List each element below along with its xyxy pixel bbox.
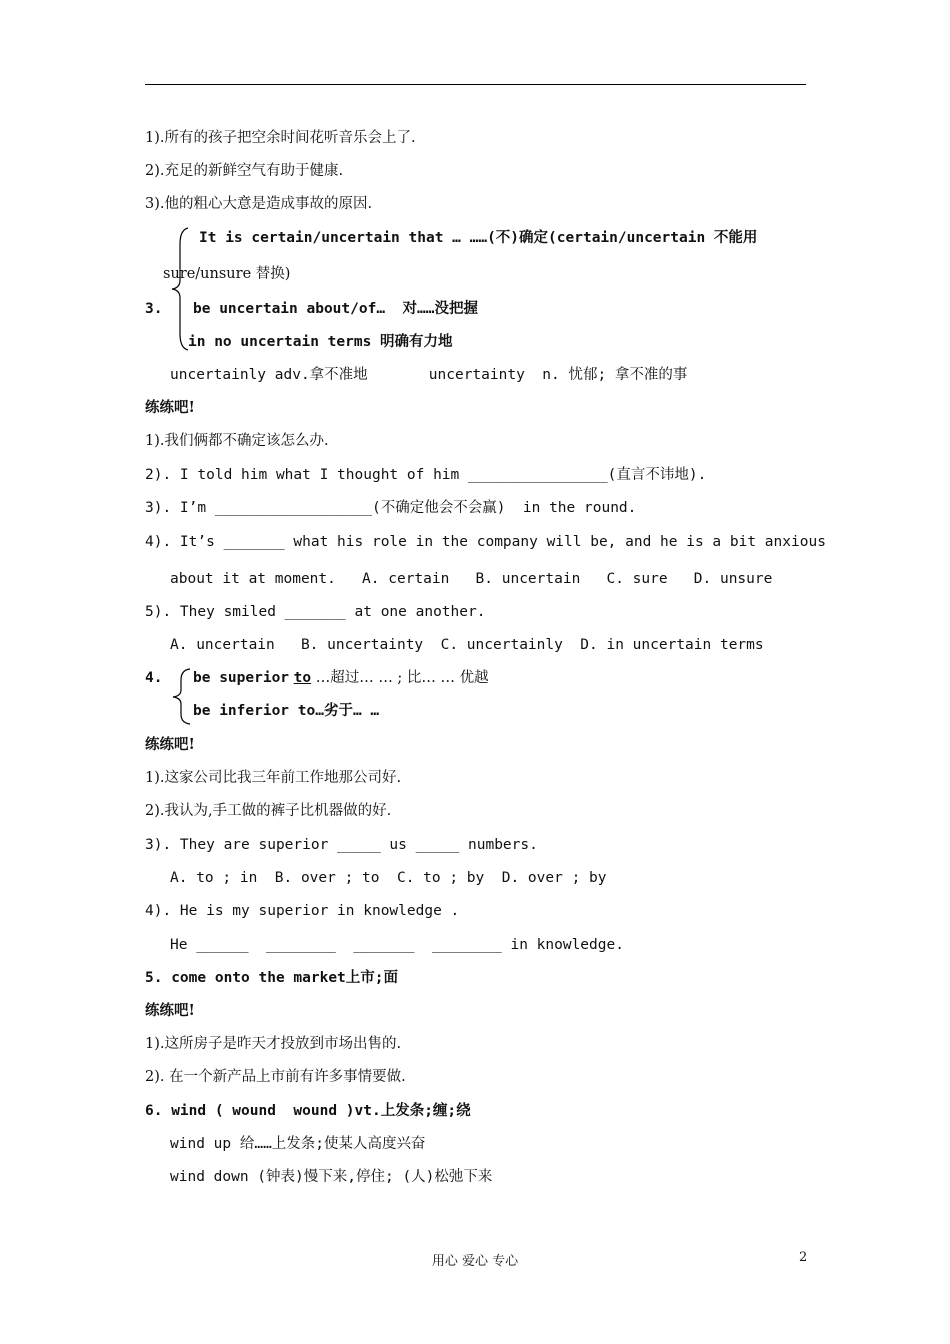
practice1-q2: 2). I told him what I thought of him ________________(直言不讳地). <box>145 467 707 483</box>
sentence-1: 1).所有的孩子把空余时间花听音乐会上了. <box>145 130 416 146</box>
phrase-uncertainly: uncertainly adv.拿不准地 uncertainty n. 忧郁; 拿不准的事 <box>170 367 688 383</box>
practice1-q5: 5). They smiled _______ at one another. <box>145 604 486 620</box>
phrase-be-superior: be superior to …超过… … ; 比… … 优越 <box>193 670 489 686</box>
item-number-4: 4. <box>145 670 163 686</box>
phrase-wind-up: wind up 给……上发条;使某人高度兴奋 <box>170 1136 426 1152</box>
brace-4 <box>170 666 192 726</box>
practice1-q5-options: A. uncertain B. uncertainty C. uncertainly D. in uncertain terms <box>170 637 764 653</box>
practice2-q2: 2).我认为,手工做的裤子比机器做的好. <box>145 803 392 819</box>
page-number: 2 <box>799 1250 808 1265</box>
phrase-it-is-certain: It is certain/uncertain that … ……(不)确定(certain/uncertain 不能用 <box>199 230 758 246</box>
practice2-q1: 1).这家公司比我三年前工作地那公司好. <box>145 770 402 786</box>
item-6-wind: 6. wind ( wound wound )vt.上发条;缠;绕 <box>145 1103 471 1119</box>
phrase-be-uncertain: be uncertain about/of… 对……没把握 <box>193 301 478 317</box>
practice1-q3: 3). I’m __________________(不确定他会不会赢) in the round. <box>145 500 637 516</box>
practice2-q3: 3). They are superior _____ us _____ numbers. <box>145 837 538 853</box>
sentence-3: 3).他的粗心大意是造成事故的原因. <box>145 196 373 212</box>
practice1-q4-options: about it at moment. A. certain B. uncertain C. sure D. unsure <box>170 571 773 587</box>
phrase-in-no-uncertain-terms: in no uncertain terms 明确有力地 <box>188 334 453 350</box>
practice1-q1: 1).我们俩都不确定该怎么办. <box>145 433 329 449</box>
phrase-be-inferior: be inferior to…劣于… … <box>193 703 380 719</box>
item-number-3: 3. <box>145 301 163 317</box>
practice-heading-3: 练练吧! <box>145 1002 195 1019</box>
phrase-sure-unsure: sure/unsure 替换) <box>163 266 291 282</box>
practice2-q4: 4). He is my superior in knowledge . <box>145 903 460 919</box>
practice-heading-1: 练练吧! <box>145 399 195 416</box>
page-footer: 用心 爱心 专心 <box>431 1254 519 1269</box>
practice-heading-2: 练练吧! <box>145 736 195 753</box>
practice2-q3-options: A. to ; in B. over ; to C. to ; by D. over ; by <box>170 870 607 886</box>
sentence-2: 2).充足的新鲜空气有助于健康. <box>145 163 344 179</box>
item-5-come-onto-market: 5. come onto the market上市;面 <box>145 970 399 986</box>
practice2-q4-blanks: He ______ ________ _______ ________ in knowledge. <box>170 937 624 953</box>
practice3-q2: 2). 在一个新产品上市前有许多事情要做. <box>145 1069 406 1085</box>
practice1-q4: 4). It’s _______ what his role in the company will be, and he is a bit anxious <box>145 534 826 550</box>
practice3-q1: 1).这所房子是昨天才投放到市场出售的. <box>145 1036 402 1052</box>
header-rule <box>145 84 806 85</box>
phrase-wind-down: wind down (钟表)慢下来,停住; (人)松弛下来 <box>170 1169 493 1185</box>
